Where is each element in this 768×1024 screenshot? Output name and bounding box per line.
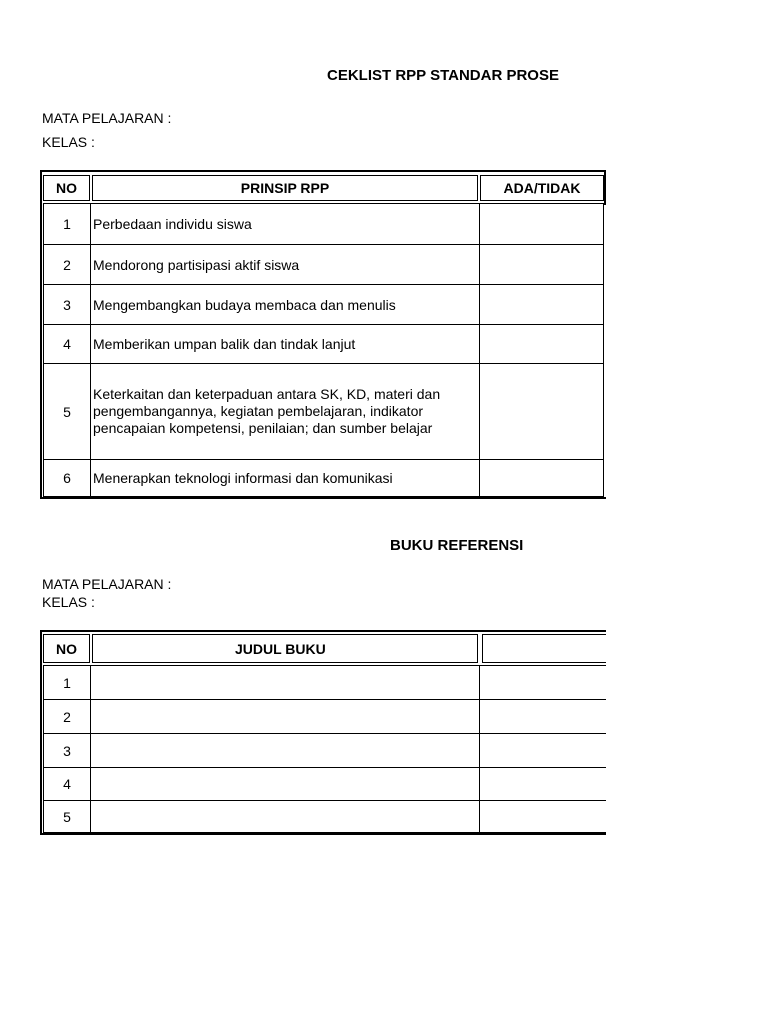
table-row-text: Menerapkan teknologi informasi dan komunikasi — [90, 459, 480, 497]
table-right-border — [604, 170, 606, 205]
header-ada-tidak: ADA/TIDAK — [480, 175, 604, 201]
table-row-no: 2 — [43, 699, 91, 734]
table-row-text: Memberikan umpan balik dan tindak lanjut — [90, 324, 480, 364]
extra-cell[interactable] — [479, 665, 606, 700]
checklist-meta — [42, 109, 171, 151]
table-row-no: 5 — [43, 363, 91, 460]
table-row-no: 3 — [43, 284, 91, 325]
table-row-no: 4 — [43, 324, 91, 364]
judul-buku-cell[interactable] — [90, 665, 480, 700]
table-bottom-border — [40, 497, 606, 499]
referensi-meta — [42, 575, 171, 611]
referensi-title: BUKU REFERENSI — [390, 537, 524, 554]
header-no: NO — [43, 175, 90, 201]
extra-cell[interactable] — [479, 733, 606, 768]
table-bottom-border — [40, 833, 606, 835]
judul-buku-cell[interactable] — [90, 767, 480, 801]
kelas-label: KELAS : — [42, 134, 95, 150]
extra-cell[interactable] — [479, 800, 606, 833]
table-row-text: Mendorong partisipasi aktif siswa — [90, 244, 480, 285]
mata-pelajaran-label: MATA PELAJARAN : — [42, 576, 172, 592]
table-row-no: 6 — [43, 459, 91, 497]
table-row-ada-cell[interactable] — [479, 324, 604, 364]
extra-cell[interactable] — [479, 767, 606, 801]
extra-cell[interactable] — [479, 699, 606, 734]
judul-buku-cell[interactable] — [90, 699, 480, 734]
header-empty — [482, 634, 606, 663]
table-row-no: 3 — [43, 733, 91, 768]
checklist-title: CEKLIST RPP STANDAR PROSE — [327, 67, 559, 84]
table-row-text: Mengembangkan budaya membaca dan menulis — [90, 284, 480, 325]
table-row-ada-cell[interactable] — [479, 459, 604, 497]
table-row-no: 5 — [43, 800, 91, 833]
table-row-text: Keterkaitan dan keterpaduan antara SK, KD, materi dan pengembangannya, kegiatan pembelajaran, indikator pencapaian kompetensi, penilaian; dan sumber belajar — [90, 363, 480, 460]
header-no: NO — [43, 634, 90, 663]
judul-buku-cell[interactable] — [90, 733, 480, 768]
mata-pelajaran-label: MATA PELAJARAN : — [42, 110, 172, 126]
table-row-text: Perbedaan individu siswa — [90, 203, 480, 245]
table-row-ada-cell[interactable] — [479, 363, 604, 460]
judul-buku-cell[interactable] — [90, 800, 480, 833]
header-judul-buku: JUDUL BUKU — [92, 634, 478, 663]
table-row-no: 1 — [43, 203, 91, 245]
table-row-no: 2 — [43, 244, 91, 285]
header-prinsip: PRINSIP RPP — [92, 175, 478, 201]
table-top-border — [40, 170, 606, 172]
table-row-no: 4 — [43, 767, 91, 801]
table-row-ada-cell[interactable] — [479, 244, 604, 285]
table-top-border — [40, 630, 606, 632]
table-row-no: 1 — [43, 665, 91, 700]
kelas-label: KELAS : — [42, 594, 95, 610]
table-left-border — [40, 630, 42, 835]
table-left-border — [40, 170, 42, 499]
table-row-ada-cell[interactable] — [479, 284, 604, 325]
table-row-ada-cell[interactable] — [479, 203, 604, 245]
